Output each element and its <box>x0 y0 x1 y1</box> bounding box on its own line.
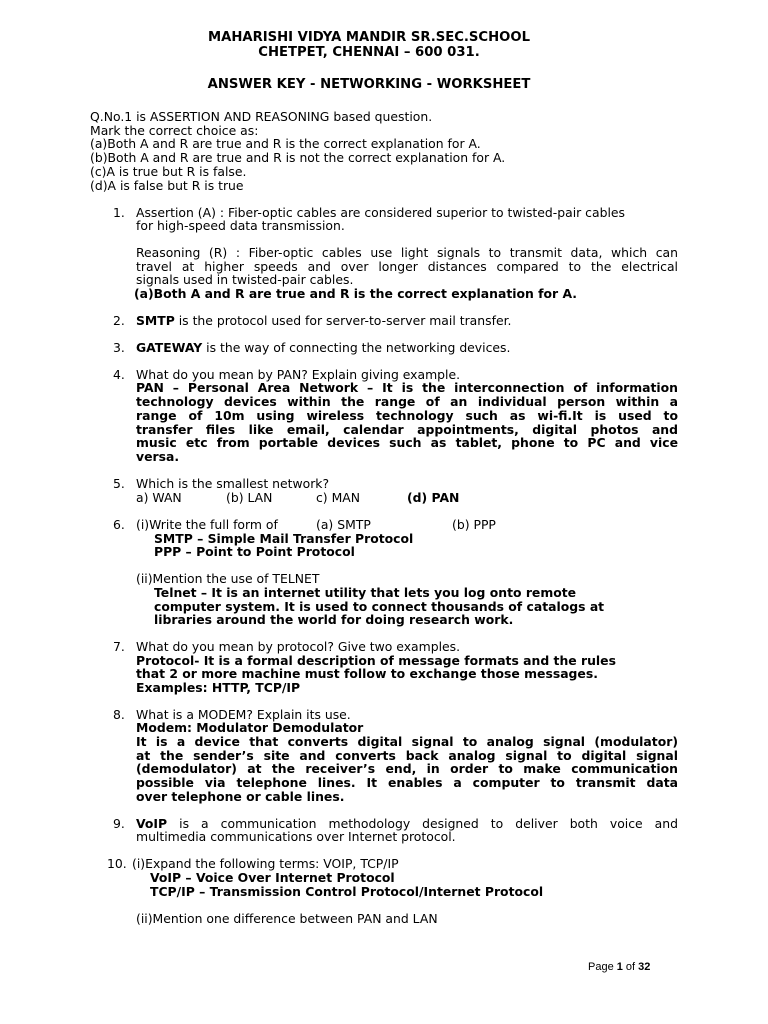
option-a: (a) SMTP <box>316 517 371 532</box>
question-text: (i)Write the full form of <box>136 517 278 532</box>
question-number: 7. <box>113 639 125 654</box>
answer-text: Examples: HTTP, TCP/IP <box>136 680 301 695</box>
option-a: a) WAN <box>136 490 182 505</box>
page-label: Page <box>588 961 617 973</box>
option-c: c) MAN <box>316 490 361 505</box>
answer-text: multimedia communications over Internet protocol. <box>136 829 456 844</box>
answer-term: SMTP <box>136 313 175 328</box>
answer-text: over telephone or cable lines. <box>136 789 345 804</box>
answer-term: VoIP <box>136 816 168 831</box>
question-text: What do you mean by PAN? Explain giving example. <box>136 367 461 382</box>
question-number: 1. <box>113 205 125 220</box>
answer-text: TCP/IP – Transmission Control Protocol/Internet Protocol <box>150 884 544 899</box>
answer-text: PPP – Point to Point Protocol <box>154 544 355 559</box>
choice-d: (d)A is false but R is true <box>90 178 244 193</box>
answer-text: possible via telephone lines. It enables a computer to transmit data <box>136 775 678 790</box>
choice-a: (a)Both A and R are true and R is the correct explanation for A. <box>90 136 481 151</box>
answer-text: libraries around the world for doing research work. <box>154 612 514 627</box>
question-number: 2. <box>113 313 125 328</box>
choice-c: (c)A is true but R is false. <box>90 164 247 179</box>
answer-text: (demodulator) at the receiver’s end, in order to make communication <box>136 761 678 776</box>
assertion-text: for high-speed data transmission. <box>136 218 345 233</box>
reasoning-text: travel at higher speeds and over longer distances compared to the electrical <box>136 259 678 274</box>
school-address: CHETPET, CHENNAI – 600 031. <box>258 45 480 60</box>
question-text: (i)Expand the following terms: VOIP, TCP/IP <box>132 856 399 871</box>
question-number: 8. <box>113 707 125 722</box>
reasoning-text: signals used in twisted-pair cables. <box>136 272 354 287</box>
option-d-answer: (d) PAN <box>407 490 460 505</box>
question-number: 10. <box>107 856 127 871</box>
question-number: 5. <box>113 476 125 491</box>
answer-text: It is a device that converts digital signal to analog signal (modulator) <box>136 734 678 749</box>
answer-text: that 2 or more machine must follow to exchange those messages. <box>136 666 598 681</box>
answer-text: music etc from portable devices such as tablet, phone to PC and vice <box>136 435 678 450</box>
answer-text: is the protocol used for server-to-server mail transfer. <box>174 313 512 328</box>
question-number: 9. <box>113 816 125 831</box>
answer-text: is a communication methodology designed to deliver both voice and <box>167 816 678 831</box>
page-of-label: of <box>622 961 639 973</box>
worksheet-title: ANSWER KEY - NETWORKING - WORKSHEET <box>207 77 531 92</box>
question-text: (ii)Mention the use of TELNET <box>136 571 320 586</box>
answer-line <box>136 314 511 328</box>
intro-line: Mark the correct choice as: <box>90 123 259 138</box>
answer-text: VoIP – Voice Over Internet Protocol <box>150 870 395 885</box>
page-number <box>588 961 650 973</box>
assertion-text: Assertion (A) : Fiber-optic cables are considered superior to twisted-pair cables <box>136 205 625 220</box>
answer-text: at the sender’s site and converts back analog signal to digital signal <box>136 748 678 763</box>
answer-text: SMTP – Simple Mail Transfer Protocol <box>154 531 414 546</box>
option-b: (b) PPP <box>452 517 496 532</box>
answer-text: range of 10m using wireless technology such as wi-fi.It is used to <box>136 408 678 423</box>
question-number: 4. <box>113 367 125 382</box>
answer-text: technology devices within the range of an individual person within a <box>136 394 678 409</box>
question-text: Which is the smallest network? <box>136 476 330 491</box>
answer-text: Modem: Modulator Demodulator <box>136 720 364 735</box>
answer-text: PAN – Personal Area Network – It is the interconnection of information <box>136 380 678 395</box>
answer-text: Protocol- It is a formal description of message formats and the rules <box>136 653 616 668</box>
total-pages: 32 <box>638 961 651 973</box>
question-number: 6. <box>113 517 125 532</box>
answer-term: GATEWAY <box>136 340 203 355</box>
answer-text: computer system. It is used to connect thousands of catalogs at <box>154 599 605 614</box>
current-page: 1 <box>616 961 623 973</box>
question-number: 3. <box>113 340 125 355</box>
answer-text: versa. <box>136 449 180 464</box>
answer-text: transfer files like email, calendar appointments, digital photos and <box>136 422 678 437</box>
answer-text: is the way of connecting the networking devices. <box>202 340 511 355</box>
answer-text: Telnet – It is an internet utility that lets you log onto remote <box>154 585 577 600</box>
answer-line <box>136 341 510 355</box>
reasoning-text: Reasoning (R) : Fiber-optic cables use light signals to transmit data, which can <box>136 245 678 260</box>
question-text: What do you mean by protocol? Give two examples. <box>136 639 461 654</box>
answer-text: (a)Both A and R are true and R is the correct explanation for A. <box>134 286 577 301</box>
school-name: MAHARISHI VIDYA MANDIR SR.SEC.SCHOOL <box>208 30 530 45</box>
option-b: (b) LAN <box>226 490 273 505</box>
question-text: (ii)Mention one difference between PAN and LAN <box>136 911 438 926</box>
question-text: What is a MODEM? Explain its use. <box>136 707 351 722</box>
intro-line: Q.No.1 is ASSERTION AND REASONING based question. <box>90 109 433 124</box>
choice-b: (b)Both A and R are true and R is not the correct explanation for A. <box>90 150 506 165</box>
